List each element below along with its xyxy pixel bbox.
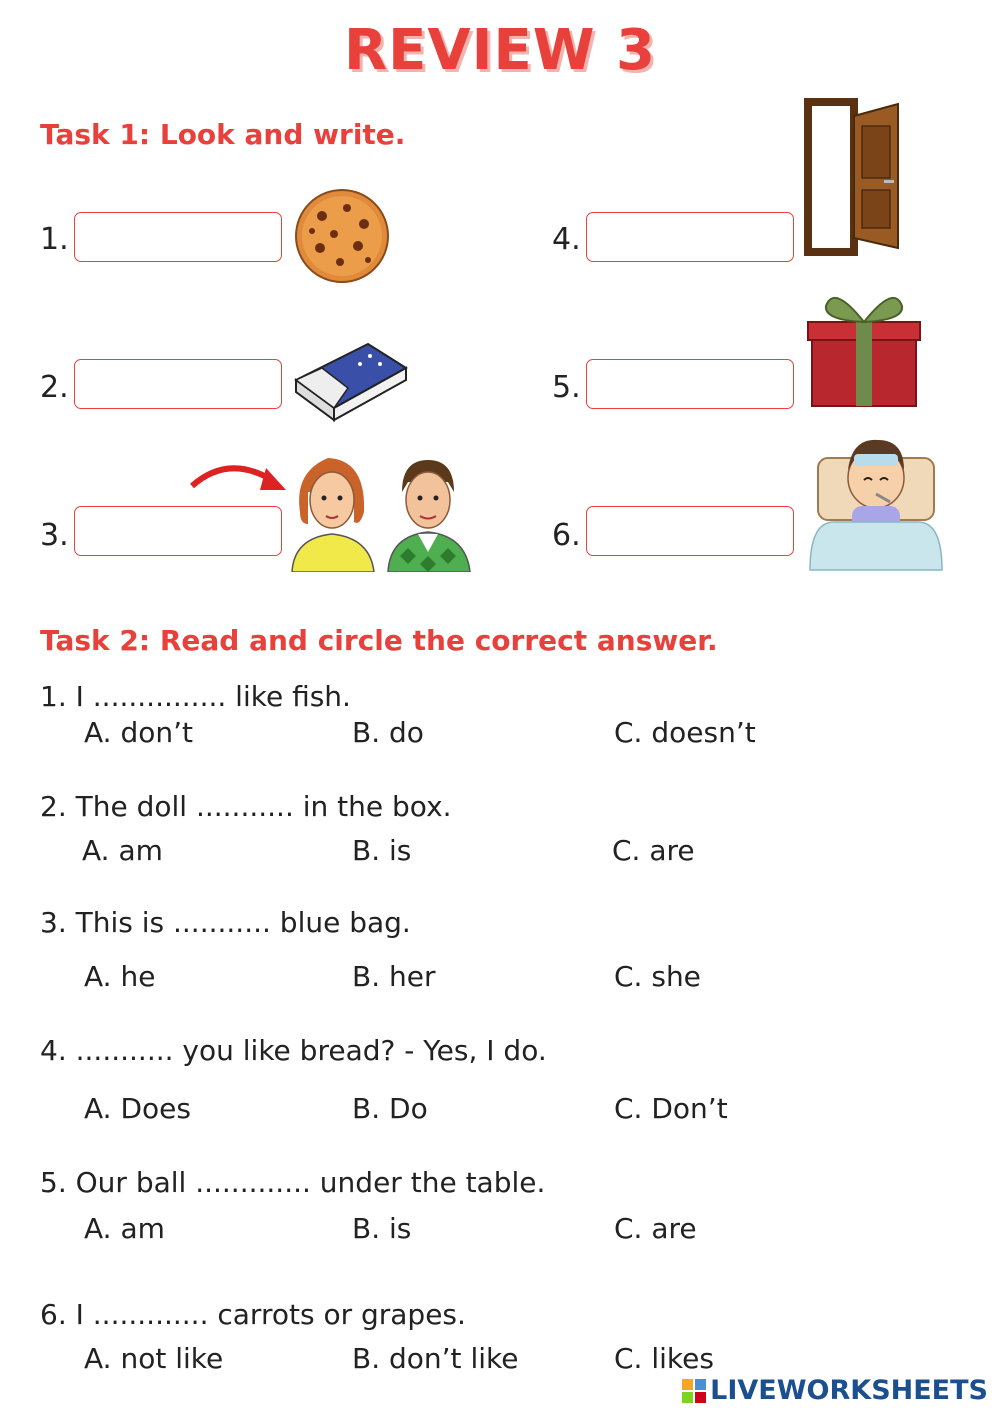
option-a-1[interactable]: A. don’t [84, 716, 193, 749]
task1-heading: Task 1: Look and write. [40, 118, 406, 151]
option-b-4[interactable]: B. Do [352, 1092, 428, 1125]
option-a-5[interactable]: A. am [84, 1212, 165, 1245]
option-c-5[interactable]: C. are [614, 1212, 697, 1245]
red-arrow-icon [188, 452, 288, 496]
gift-icon [804, 284, 924, 410]
liveworksheets-icon [682, 1379, 706, 1403]
question-3: 3. This is ........... blue bag. [40, 906, 411, 939]
option-b-2[interactable]: B. is [352, 834, 412, 867]
option-b-1[interactable]: B. do [352, 716, 424, 749]
sick-boy-icon [804, 430, 946, 572]
option-a-2[interactable]: A. am [82, 834, 163, 867]
door-icon [802, 98, 906, 256]
answer-input-1[interactable] [74, 212, 282, 262]
answer-input-6[interactable] [586, 506, 794, 556]
item-number: 1. [40, 222, 69, 257]
option-a-4[interactable]: A. Does [84, 1092, 191, 1125]
liveworksheets-logo [682, 1375, 988, 1406]
question-6: 6. I ............. carrots or grapes. [40, 1298, 466, 1331]
brand-text: LIVEWORKSHEETS [710, 1375, 988, 1406]
mother-icon [288, 452, 378, 572]
cookie-icon [292, 186, 392, 286]
option-c-2[interactable]: C. are [612, 834, 695, 867]
question-5: 5. Our ball ............. under the table. [40, 1166, 546, 1199]
option-c-1[interactable]: C. doesn’t [614, 716, 756, 749]
item-number: 4. [552, 222, 581, 257]
option-b-6[interactable]: B. don’t like [352, 1342, 519, 1375]
option-a-3[interactable]: A. he [84, 960, 156, 993]
father-icon [386, 452, 472, 572]
option-a-6[interactable]: A. not like [84, 1342, 224, 1375]
option-c-3[interactable]: C. she [614, 960, 701, 993]
answer-input-2[interactable] [74, 359, 282, 409]
answer-input-5[interactable] [586, 359, 794, 409]
option-c-6[interactable]: C. likes [614, 1342, 714, 1375]
item-number: 3. [40, 518, 69, 553]
answer-input-3[interactable] [74, 506, 282, 556]
item-number: 6. [552, 518, 581, 553]
item-number: 2. [40, 370, 69, 405]
page-title: REVIEW 3 [343, 18, 657, 83]
question-2: 2. The doll ........... in the box. [40, 790, 452, 823]
item-number: 5. [552, 370, 581, 405]
task2-heading: Task 2: Read and circle the correct answer. [40, 624, 718, 657]
option-b-5[interactable]: B. is [352, 1212, 412, 1245]
option-b-3[interactable]: B. her [352, 960, 436, 993]
question-4: 4. ........... you like bread? - Yes, I do. [40, 1034, 547, 1067]
eraser-icon [288, 334, 410, 426]
option-c-4[interactable]: C. Don’t [614, 1092, 728, 1125]
answer-input-4[interactable] [586, 212, 794, 262]
question-1: 1. I ............... like fish. [40, 680, 351, 713]
